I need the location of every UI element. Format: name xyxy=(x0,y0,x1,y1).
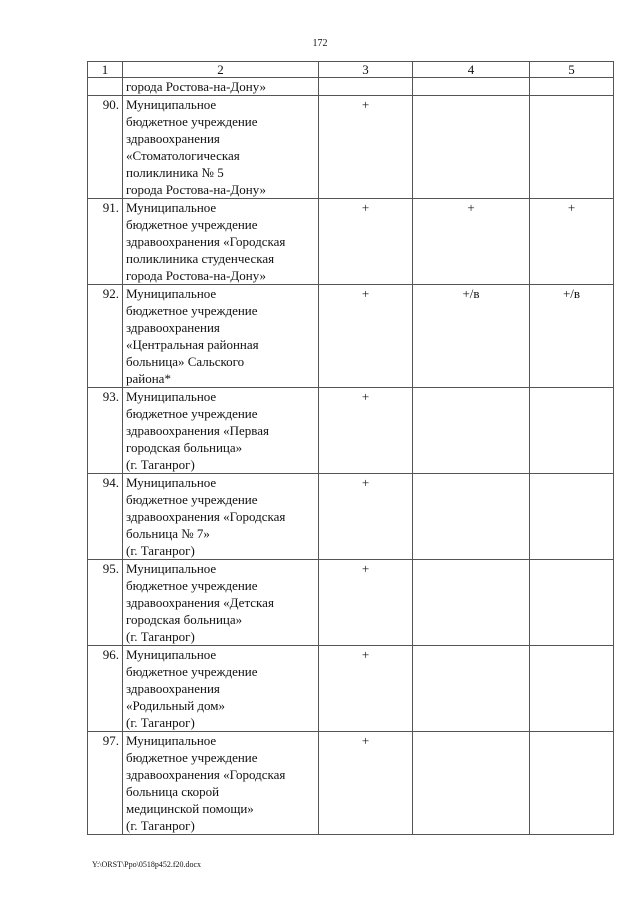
name-line: здравоохранения «Первая xyxy=(126,423,270,438)
table-row xyxy=(88,560,614,646)
table-header xyxy=(88,62,614,78)
row-number: 90. xyxy=(88,96,123,199)
organization-name xyxy=(123,474,319,560)
name-line: здравоохранения «Детская xyxy=(126,595,274,610)
name-line: больница» Сальского xyxy=(126,354,245,369)
col-5-mark xyxy=(530,78,614,96)
col-3-mark: + xyxy=(319,474,413,560)
header-col-4: 4 xyxy=(413,62,530,78)
name-line: здравоохранения «Городская xyxy=(126,509,286,524)
table-body xyxy=(88,78,614,835)
col-5-mark: + xyxy=(530,199,614,285)
col-5-mark: +/в xyxy=(530,285,614,388)
row-number: 92. xyxy=(88,285,123,388)
name-line: (г. Таганрог) xyxy=(126,818,195,833)
name-line: (г. Таганрог) xyxy=(126,543,195,558)
name-line: здравоохранения xyxy=(126,131,220,146)
name-line: Муниципальное xyxy=(126,647,217,662)
name-line: здравоохранения «Городская xyxy=(126,234,286,249)
organization-name xyxy=(123,285,319,388)
table-row xyxy=(88,96,614,199)
table-row xyxy=(88,474,614,560)
name-line: городская больница» xyxy=(126,440,243,455)
name-line: медицинской помощи» xyxy=(126,801,254,816)
name-line: здравоохранения xyxy=(126,681,220,696)
col-4-mark xyxy=(413,560,530,646)
name-line: (г. Таганрог) xyxy=(126,715,195,730)
name-line: Муниципальное xyxy=(126,475,217,490)
col-4-mark: + xyxy=(413,199,530,285)
name-line: бюджетное учреждение xyxy=(126,217,258,232)
name-line: бюджетное учреждение xyxy=(126,406,258,421)
col-5-mark xyxy=(530,474,614,560)
name-line: «Родильный дом» xyxy=(126,698,226,713)
name-line: бюджетное учреждение xyxy=(126,578,258,593)
name-line: городская больница» xyxy=(126,612,243,627)
name-line: здравоохранения «Городская xyxy=(126,767,286,782)
col-3-mark: + xyxy=(319,560,413,646)
row-number: 94. xyxy=(88,474,123,560)
header-col-2: 2 xyxy=(123,62,319,78)
table-row xyxy=(88,646,614,732)
organization-name xyxy=(123,78,319,96)
name-line: Муниципальное xyxy=(126,389,217,404)
col-3-mark: + xyxy=(319,388,413,474)
organization-name xyxy=(123,560,319,646)
col-3-mark: + xyxy=(319,96,413,199)
name-line: Муниципальное xyxy=(126,733,217,748)
col-3-mark: + xyxy=(319,285,413,388)
continuation-row xyxy=(88,78,614,96)
col-5-mark xyxy=(530,96,614,199)
organization-name xyxy=(123,96,319,199)
col-3-mark: + xyxy=(319,646,413,732)
name-line: здравоохранения xyxy=(126,320,220,335)
col-3-mark: + xyxy=(319,732,413,835)
col-4-mark xyxy=(413,96,530,199)
col-5-mark xyxy=(530,560,614,646)
name-line: города Ростова-на-Дону» xyxy=(126,79,267,94)
col-4-mark xyxy=(413,646,530,732)
name-line: Муниципальное xyxy=(126,97,217,112)
col-4-mark xyxy=(413,78,530,96)
col-4-mark xyxy=(413,474,530,560)
page-number: 172 xyxy=(312,38,328,49)
name-line: «Стоматологическая xyxy=(126,148,240,163)
name-line: больница скорой xyxy=(126,784,220,799)
table-row xyxy=(88,388,614,474)
row-number: 96. xyxy=(88,646,123,732)
organization-name xyxy=(123,732,319,835)
row-number: 93. xyxy=(88,388,123,474)
name-line: «Центральная районная xyxy=(126,337,259,352)
name-line: поликлиника № 5 xyxy=(126,165,224,180)
header-col-3: 3 xyxy=(319,62,413,78)
name-line: Муниципальное xyxy=(126,561,217,576)
document-file-path: Y:\ORST\Ppo\0518p452.f20.docx xyxy=(92,860,202,869)
row-number: 91. xyxy=(88,199,123,285)
name-line: Муниципальное xyxy=(126,286,217,301)
name-line: поликлиника студенческая xyxy=(126,251,275,266)
name-line: бюджетное учреждение xyxy=(126,492,258,507)
row-number: 95. xyxy=(88,560,123,646)
name-line: района* xyxy=(126,371,171,386)
col-5-mark xyxy=(530,732,614,835)
table-row xyxy=(88,732,614,835)
table-row xyxy=(88,199,614,285)
col-4-mark: +/в xyxy=(413,285,530,388)
name-line: бюджетное учреждение xyxy=(126,114,258,129)
name-line: бюджетное учреждение xyxy=(126,303,258,318)
col-3-mark: + xyxy=(319,199,413,285)
table-row xyxy=(88,285,614,388)
organization-name xyxy=(123,388,319,474)
name-line: города Ростова-на-Дону» xyxy=(126,182,267,197)
name-line: (г. Таганрог) xyxy=(126,629,195,644)
name-line: (г. Таганрог) xyxy=(126,457,195,472)
organization-name xyxy=(123,646,319,732)
name-line: бюджетное учреждение xyxy=(126,750,258,765)
col-3-mark xyxy=(319,78,413,96)
row-number xyxy=(88,78,123,96)
row-number: 97. xyxy=(88,732,123,835)
col-4-mark xyxy=(413,388,530,474)
col-5-mark xyxy=(530,646,614,732)
organizations-table xyxy=(87,61,614,835)
name-line: больница № 7» xyxy=(126,526,210,541)
name-line: Муниципальное xyxy=(126,200,217,215)
col-5-mark xyxy=(530,388,614,474)
name-line: бюджетное учреждение xyxy=(126,664,258,679)
organization-name xyxy=(123,199,319,285)
header-col-5: 5 xyxy=(530,62,614,78)
header-row xyxy=(88,62,614,78)
header-col-1: 1 xyxy=(88,62,123,78)
name-line: города Ростова-на-Дону» xyxy=(126,268,267,283)
col-4-mark xyxy=(413,732,530,835)
